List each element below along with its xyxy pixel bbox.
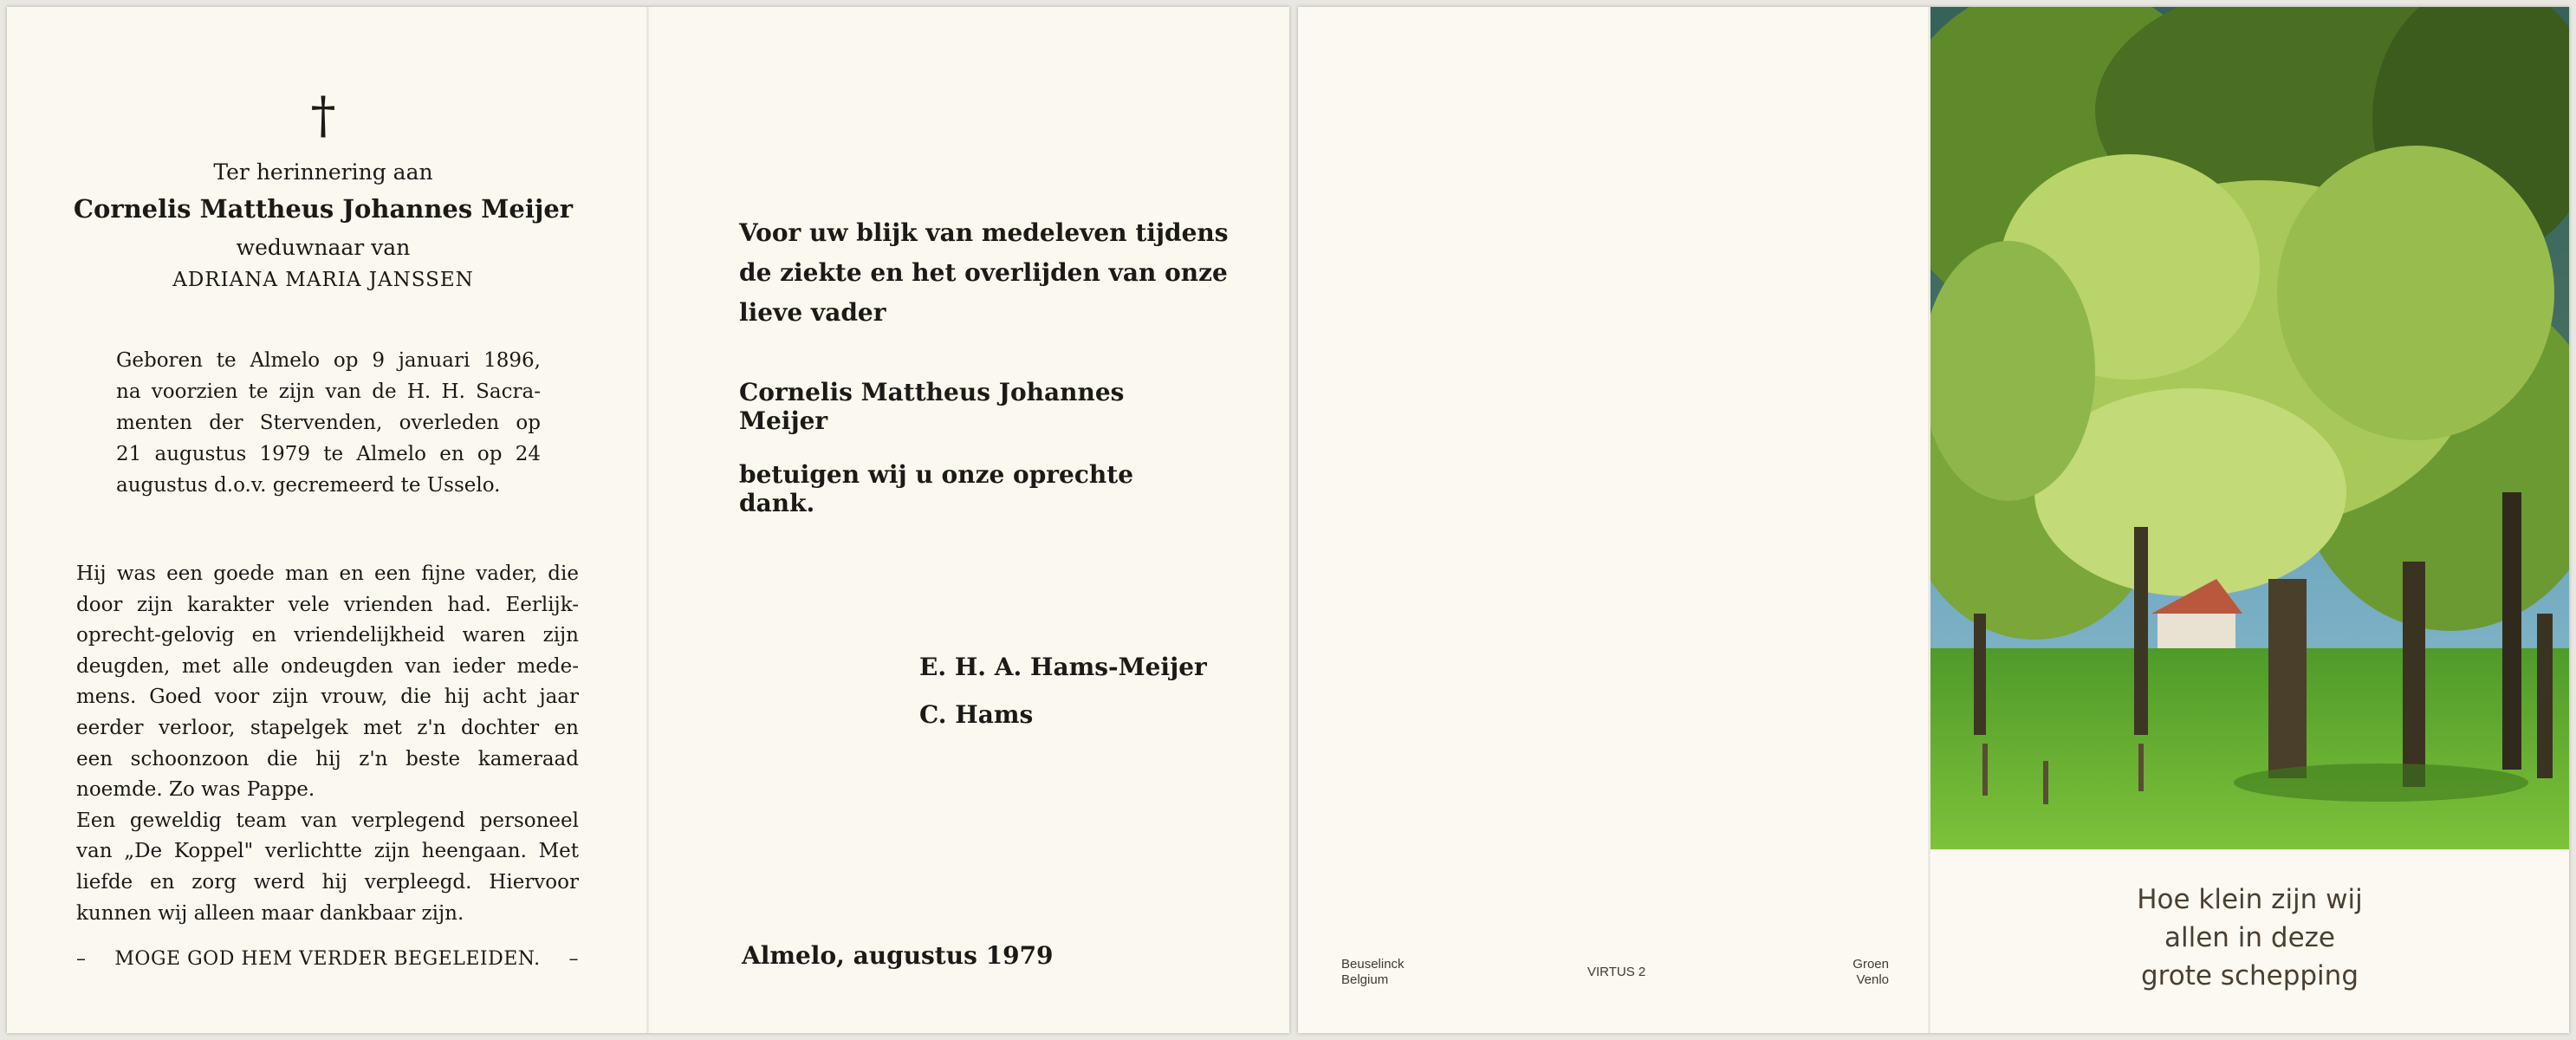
cross-icon: † bbox=[310, 86, 336, 145]
thanks-closing: betuigen wij u onze oprechte dank. bbox=[739, 460, 1134, 517]
thanks-text bbox=[739, 213, 1229, 333]
landscape-photo bbox=[1930, 7, 2569, 849]
memorial-card-outside bbox=[1298, 7, 2569, 1033]
tribute-line: kunnen wij alleen maar dankbaar zijn. bbox=[76, 901, 464, 925]
tribute-line: een schoonzoon die hij z'n beste kameraad bbox=[76, 747, 579, 770]
widower-text: weduwnaar van bbox=[236, 235, 411, 260]
memorial-card-inside bbox=[7, 7, 1289, 1033]
tribute-line: Een geweldig team van verplegend personeel bbox=[76, 809, 579, 832]
thanks-line: lieve vader bbox=[739, 298, 886, 327]
intro-text: Ter herinnering aan bbox=[213, 159, 433, 185]
bio-line: Geboren te Almelo op 9 januari 1896, bbox=[116, 349, 541, 372]
biography bbox=[116, 345, 541, 501]
tribute-line: door zijn karakter vele vrienden had. Eerlijk- bbox=[76, 593, 579, 616]
farewell-line bbox=[76, 948, 579, 970]
left-panel bbox=[7, 7, 648, 1033]
imprint-line: Beuselinck bbox=[1341, 957, 1405, 972]
printer-imprint bbox=[1341, 957, 1405, 988]
deceased-name: Cornelis Mattheus Johannes Meijer bbox=[73, 194, 574, 224]
bio-line: 21 augustus 1979 te Almelo en op 24 bbox=[116, 443, 541, 465]
tribute-line: van „De Koppel" verlichtte zijn heengaan. Met bbox=[76, 840, 579, 863]
deceased-name-thanks: Cornelis Mattheus Johannes Meijer bbox=[739, 378, 1125, 435]
series-imprint: VIRTUS 2 bbox=[1587, 965, 1646, 979]
bio-line: menten der Stervenden, overleden op bbox=[116, 412, 541, 434]
imprint-line: Groen bbox=[1853, 957, 1889, 972]
farewell-dash: – bbox=[568, 948, 579, 970]
farewell-dash: – bbox=[76, 948, 87, 970]
imprint-line: Venlo bbox=[1856, 972, 1889, 987]
place-date: Almelo, augustus 1979 bbox=[742, 941, 1054, 970]
bio-line: augustus d.o.v. gecremeerd te Usselo. bbox=[116, 474, 501, 497]
farewell-text: MOGE GOD HEM VERDER BEGELEIDEN. bbox=[114, 948, 541, 970]
tribute-line: oprecht-gelovig en vriendelijkheid waren zijn bbox=[76, 624, 579, 647]
imprint-line: Belgium bbox=[1341, 972, 1389, 987]
signatory: E. H. A. Hams-Meijer bbox=[919, 653, 1207, 681]
quote-line: allen in deze bbox=[2164, 922, 2335, 953]
tribute-line: mens. Goed voor zijn vrouw, die hij acht jaar bbox=[76, 686, 579, 709]
tribute-line: deugden, met alle ondeugden van ieder mede- bbox=[76, 654, 579, 678]
publisher-imprint bbox=[1846, 957, 1889, 988]
quote-line: Hoe klein zijn wij bbox=[2137, 884, 2363, 915]
tribute-line: eerder verloor, stapelgek met z'n dochter en bbox=[76, 716, 579, 739]
quote-line: grote schepping bbox=[2141, 960, 2359, 991]
thanks-line: Voor uw blijk van medeleven tijdens bbox=[739, 218, 1229, 247]
quote bbox=[1930, 881, 2569, 995]
thanks-line: de ziekte en het overlijden van onze bbox=[739, 258, 1228, 287]
tribute-text bbox=[76, 559, 579, 929]
tribute-line: Hij was een goede man en een fijne vader, die bbox=[76, 562, 579, 585]
tribute-line: liefde en zorg werd hij verpleegd. Hiervoor bbox=[76, 870, 579, 894]
spouse-name: ADRIANA MARIA JANSSEN bbox=[172, 269, 474, 291]
signatory: C. Hams bbox=[919, 700, 1034, 729]
tribute-line: noemde. Zo was Pappe. bbox=[76, 778, 315, 802]
middle-panel bbox=[648, 7, 1289, 1033]
bio-line: na voorzien te zijn van de H. H. Sacra- bbox=[116, 380, 541, 403]
